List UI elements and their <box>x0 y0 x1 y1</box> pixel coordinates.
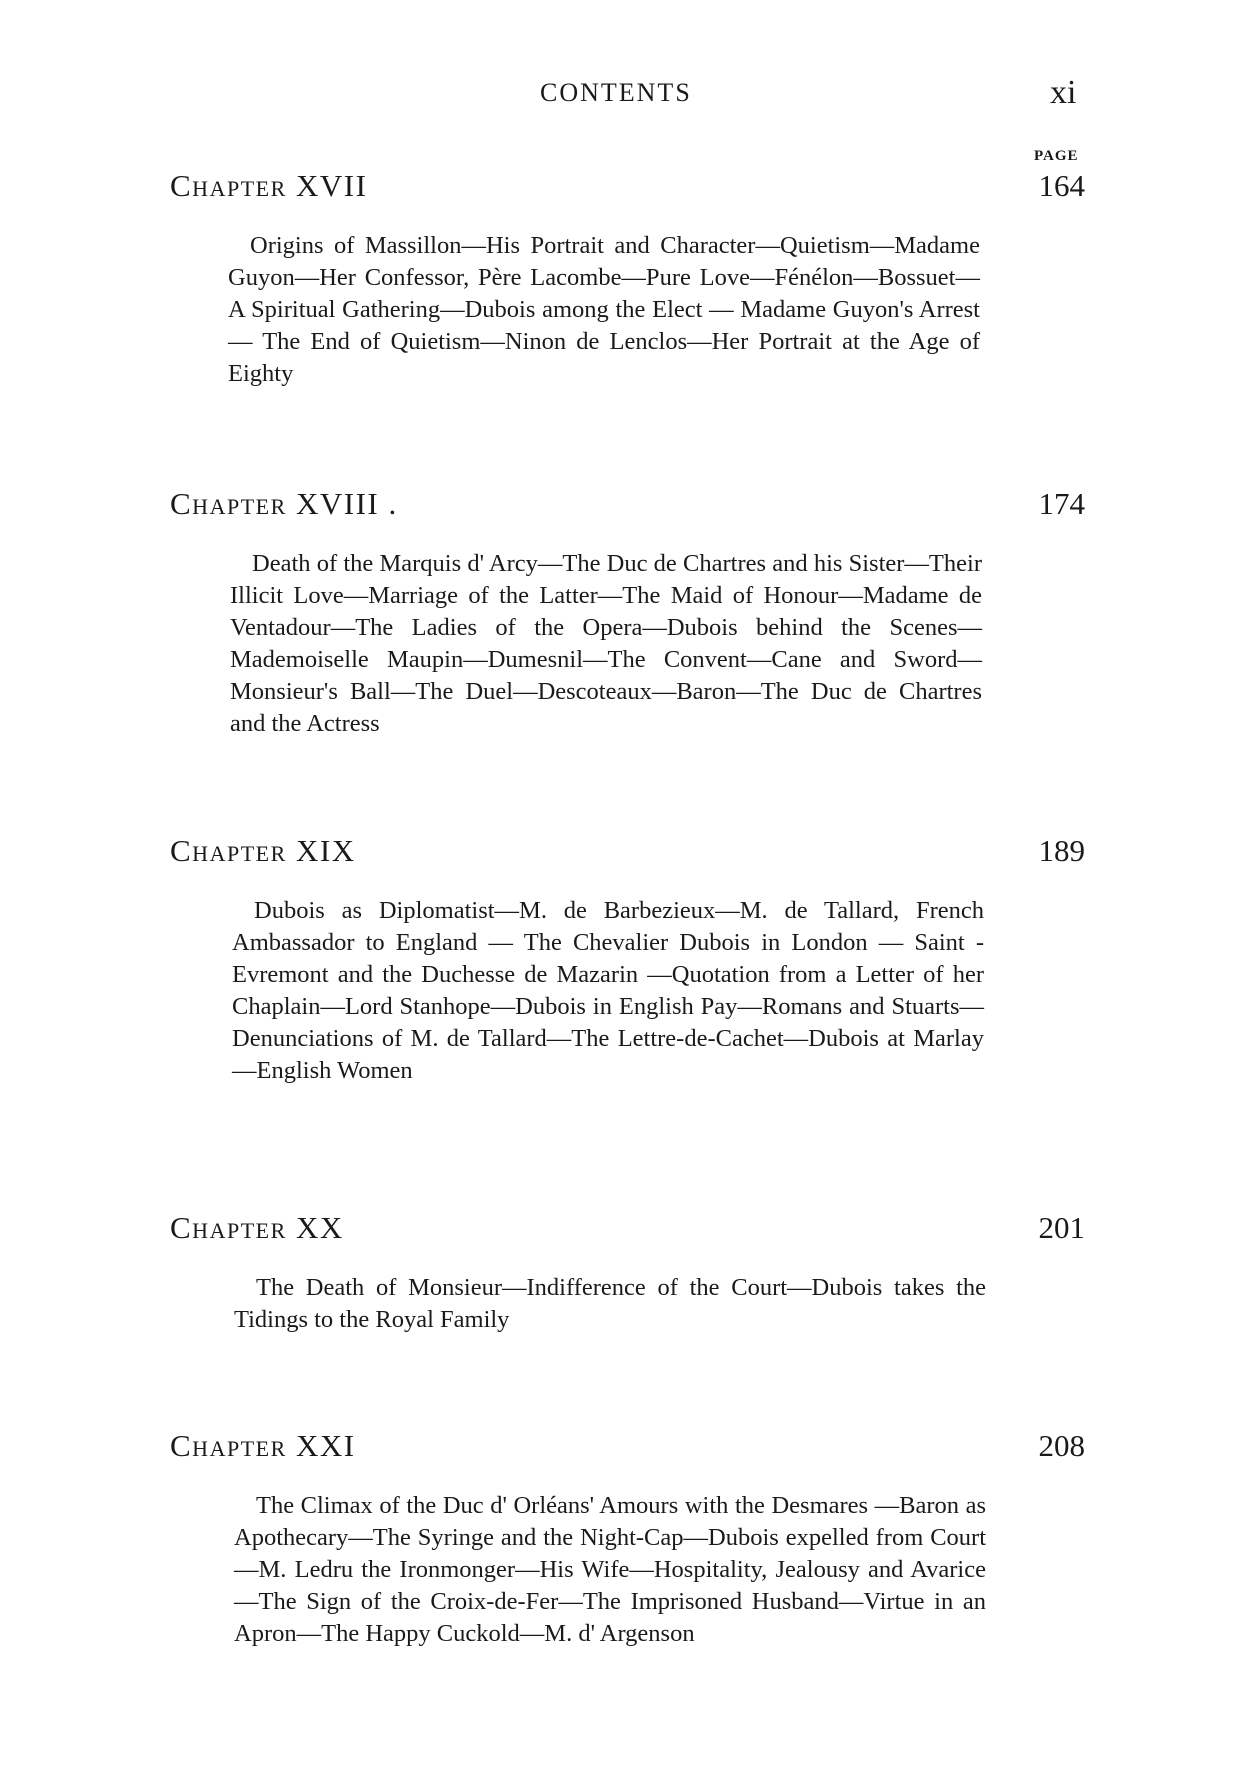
chapter-page-number: 189 <box>1038 833 1085 868</box>
chapter-heading <box>0 168 1259 212</box>
chapter-summary: The Death of Monsieur—Indifference of the Court—Dubois takes the Tidings to the Royal Family <box>234 1274 986 1333</box>
chapter-summary: Dubois as Diplomatist—M. de Barbezieux—M. de Tallard, French Ambassador to England — The Chevalier Dubois in London — Saint - Evremont and the Duchesse de Mazarin —Quotation from a Letter of her Chaplain—Lord Stanhope—Dubois in English Pay—Romans and Stuarts—Denunciations of M. de Tallard—The Lettre-de-Cachet—Dubois at Marlay—English Women <box>232 897 984 1084</box>
chapter-page-number: 174 <box>1038 486 1085 521</box>
chapter-heading <box>0 1210 1259 1254</box>
page-folio: xi <box>1050 74 1077 111</box>
chapter-summary: Death of the Marquis d' Arcy—The Duc de Chartres and his Sister—Their Illicit Love—Marriage of the Latter—The Maid of Honour—Madame de Ventadour—The Ladies of the Opera—Dubois behind the Scenes—Mademoiselle Maupin—Dumesnil—The Convent—Cane and Sword—Monsieur's Ball—The Duel—Descoteaux—Baron—The Duc de Chartres and the Actress <box>230 550 982 737</box>
chapter-title: Chapter XXI <box>170 1428 356 1463</box>
chapter-heading <box>0 833 1259 877</box>
page-column-label: PAGE <box>1034 148 1079 164</box>
chapter-entry <box>0 1210 1259 1333</box>
chapter-heading <box>0 486 1259 530</box>
chapter-entry <box>0 168 1259 387</box>
chapter-summary: The Climax of the Duc d' Orléans' Amours with the Desmares —Baron as Apothecary—The Syringe and the Night-Cap—Dubois expelled from Court—M. Ledru the Ironmonger—His Wife—Hospitality, Jealousy and Avarice—The Sign of the Croix-de-Fer—The Imprisoned Husband—Virtue in an Apron—The Happy Cuckold—M. d' Argenson <box>234 1492 986 1647</box>
running-head <box>0 74 1259 118</box>
running-title: CONTENTS <box>540 78 692 107</box>
chapter-title: Chapter XVIII . <box>170 486 398 521</box>
chapter-entry <box>0 833 1259 1084</box>
chapter-title: Chapter XX <box>170 1210 344 1245</box>
chapter-title: Chapter XIX <box>170 833 356 868</box>
chapter-entry <box>0 1428 1259 1647</box>
chapter-page-number: 164 <box>1038 168 1085 203</box>
chapter-page-number: 201 <box>1038 1210 1085 1245</box>
chapter-summary: Origins of Massillon—His Portrait and Character—Quietism—Madame Guyon—Her Confessor, Père Lacombe—Pure Love—Fénélon—Bossuet—A Spiritual Gathering—Dubois among the Elect — Madame Guyon's Arrest — The End of Quietism—Ninon de Lenclos—Her Portrait at the Age of Eighty <box>228 232 980 387</box>
chapter-title: Chapter XVII <box>170 168 368 203</box>
chapter-page-number: 208 <box>1038 1428 1085 1463</box>
chapter-entry <box>0 486 1259 737</box>
chapter-heading <box>0 1428 1259 1472</box>
